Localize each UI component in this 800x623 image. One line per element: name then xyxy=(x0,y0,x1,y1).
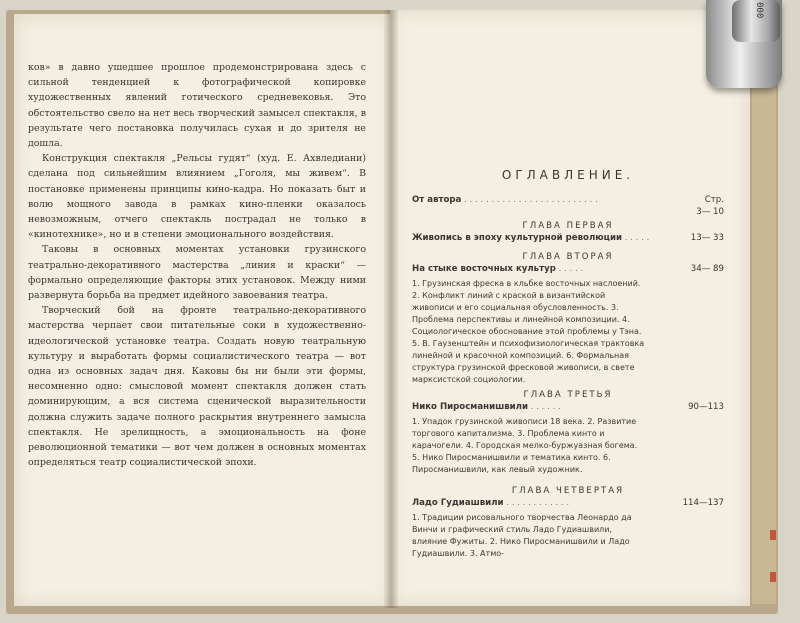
toc-page-label: Стр. xyxy=(704,195,724,205)
toc-leader: . . . . . xyxy=(558,264,584,274)
toc-page-number: 34— 89 xyxy=(690,264,724,274)
edge-mark xyxy=(770,572,776,582)
toc-entry xyxy=(412,497,724,509)
paragraph: Таковы в основных моментах установки грузинского театрально-декоративного мастерства „линия и краски“ — формально определяющие факторы этих установок. Между ними развернута борьба на предмет идейного завоевания театра. xyxy=(28,244,366,302)
toc-entry-title: Нико Пиросманишвили xyxy=(412,402,528,412)
chapter-description: 1. Традиции рисовального творчества Леонардо да Винчи и графический стиль Ладо Гудиашвили, влияние Фужиты. 2. Нико Пиросманишвили и Ладо Гудиашвили. 3. Атмо- xyxy=(412,513,632,558)
page-edges xyxy=(752,20,776,604)
weight-label: 000 xyxy=(754,2,764,19)
edge-mark xyxy=(770,530,776,540)
toc-entry xyxy=(412,263,724,275)
toc-leader: . . . . . . . . . . . . xyxy=(506,498,570,508)
paragraph: ков» в давно ушедшее прошлое продемонстрирована здесь с сильной тенденцией к фотографической копировке художественных явлений готического средневековья. Это обстоятельство свело на нет весь творческий замысел спектакля, в результате чего постановка получилась сухая и до зрителя не дошла. xyxy=(28,62,366,150)
toc-title: ОГЛАВЛЕНИЕ. xyxy=(501,168,635,182)
toc-leader: . . . . . . xyxy=(530,402,561,412)
chapter-heading: ГЛАВА ВТОРАЯ xyxy=(522,252,614,262)
toc-page-number: 114—137 xyxy=(682,498,724,508)
chapter-description: 1. Упадок грузинской живописи 18 века. 2. Развитие торгового капитализма. 3. Проблема кинто и карачогели. 4. Городская мелко-буржуазная богема. 5. Нико Пиросманишвили и тематика кинто. 6. Пиросманишвили, как левый художник. xyxy=(412,417,638,474)
toc-entry-title: Живопись в эпоху культурной революции xyxy=(412,233,623,243)
toc-entry-author xyxy=(412,194,724,206)
toc-page-number: 13— 33 xyxy=(690,233,724,243)
toc-page-row xyxy=(412,206,724,219)
toc-entry xyxy=(412,232,724,244)
toc-entry-title: От автора xyxy=(412,195,462,205)
chapter-description: 1. Грузинская фреска в кльбке восточных наслоений. 2. Конфликт линий с краской в византийской живописи и его социальная обусловленность. 3. Проблема перспективы и линейной композиции. 4. Социологическое обоснование этой проблемы у Тэна. 5. В. Гаузенштейн и психофизиологическая трактовка линейной и красочной композиций. 6. Формальная структура грузинской фресковой живописи, в свете марксистской социологии. xyxy=(412,279,645,384)
paragraph: Конструкция спектакля „Рельсы гудят“ (худ. Е. Ахвледиани) сделана под сильнейшим влиянием „Гоголя, мы живем“. В постановке применены принципы кино-кадра. Но показать быт и волю мощного завода в рамках кино-пленки оказалось невозможным, отчего спектакль пострадал не только в «кинотехнике», но и в степени эмоционального воздействия. xyxy=(28,153,366,241)
toc-leader: . . . . . xyxy=(624,233,650,243)
chapter-heading: ГЛАВА ПЕРВАЯ xyxy=(522,221,614,231)
toc-page-number: 90—113 xyxy=(688,402,724,412)
toc-entry-title: На стыке восточных культур xyxy=(412,264,556,274)
table-of-contents xyxy=(412,168,724,564)
toc-page-number: 3— 10 xyxy=(696,207,724,217)
chapter-heading: ГЛАВА ЧЕТВЕРТАЯ xyxy=(511,486,625,496)
book-gutter xyxy=(384,10,398,608)
toc-entry-title: Ладо Гудиашвили xyxy=(412,498,504,508)
left-page-text xyxy=(28,60,366,470)
toc-entry xyxy=(412,401,724,413)
chapter-heading: ГЛАВА ТРЕТЬЯ xyxy=(523,390,613,400)
paragraph: Творческий бой на фронте театрально-декоративного мастерства черпает свои питательные соки в художественно-идеологической установке театра. Создать новую театральную культуру и выработать формы социалистического театра — вот одна из основных задач дня. Каковы бы ни были эти формы, несомненно одно: смысловой момент спектакля должен стать доминирующим, а вся система сценической выразительности должна служить задаче полного раскрытия внутреннего замысла спектакля. Не зрелищность, а эмоциональность на фоне революционной тематики — вот чем должен в основных моментах определяться театр социалистической эпохи. xyxy=(28,305,366,469)
toc-leader: . . . . . . . . . . . . . . . . . . . . . . . . . xyxy=(464,195,598,205)
